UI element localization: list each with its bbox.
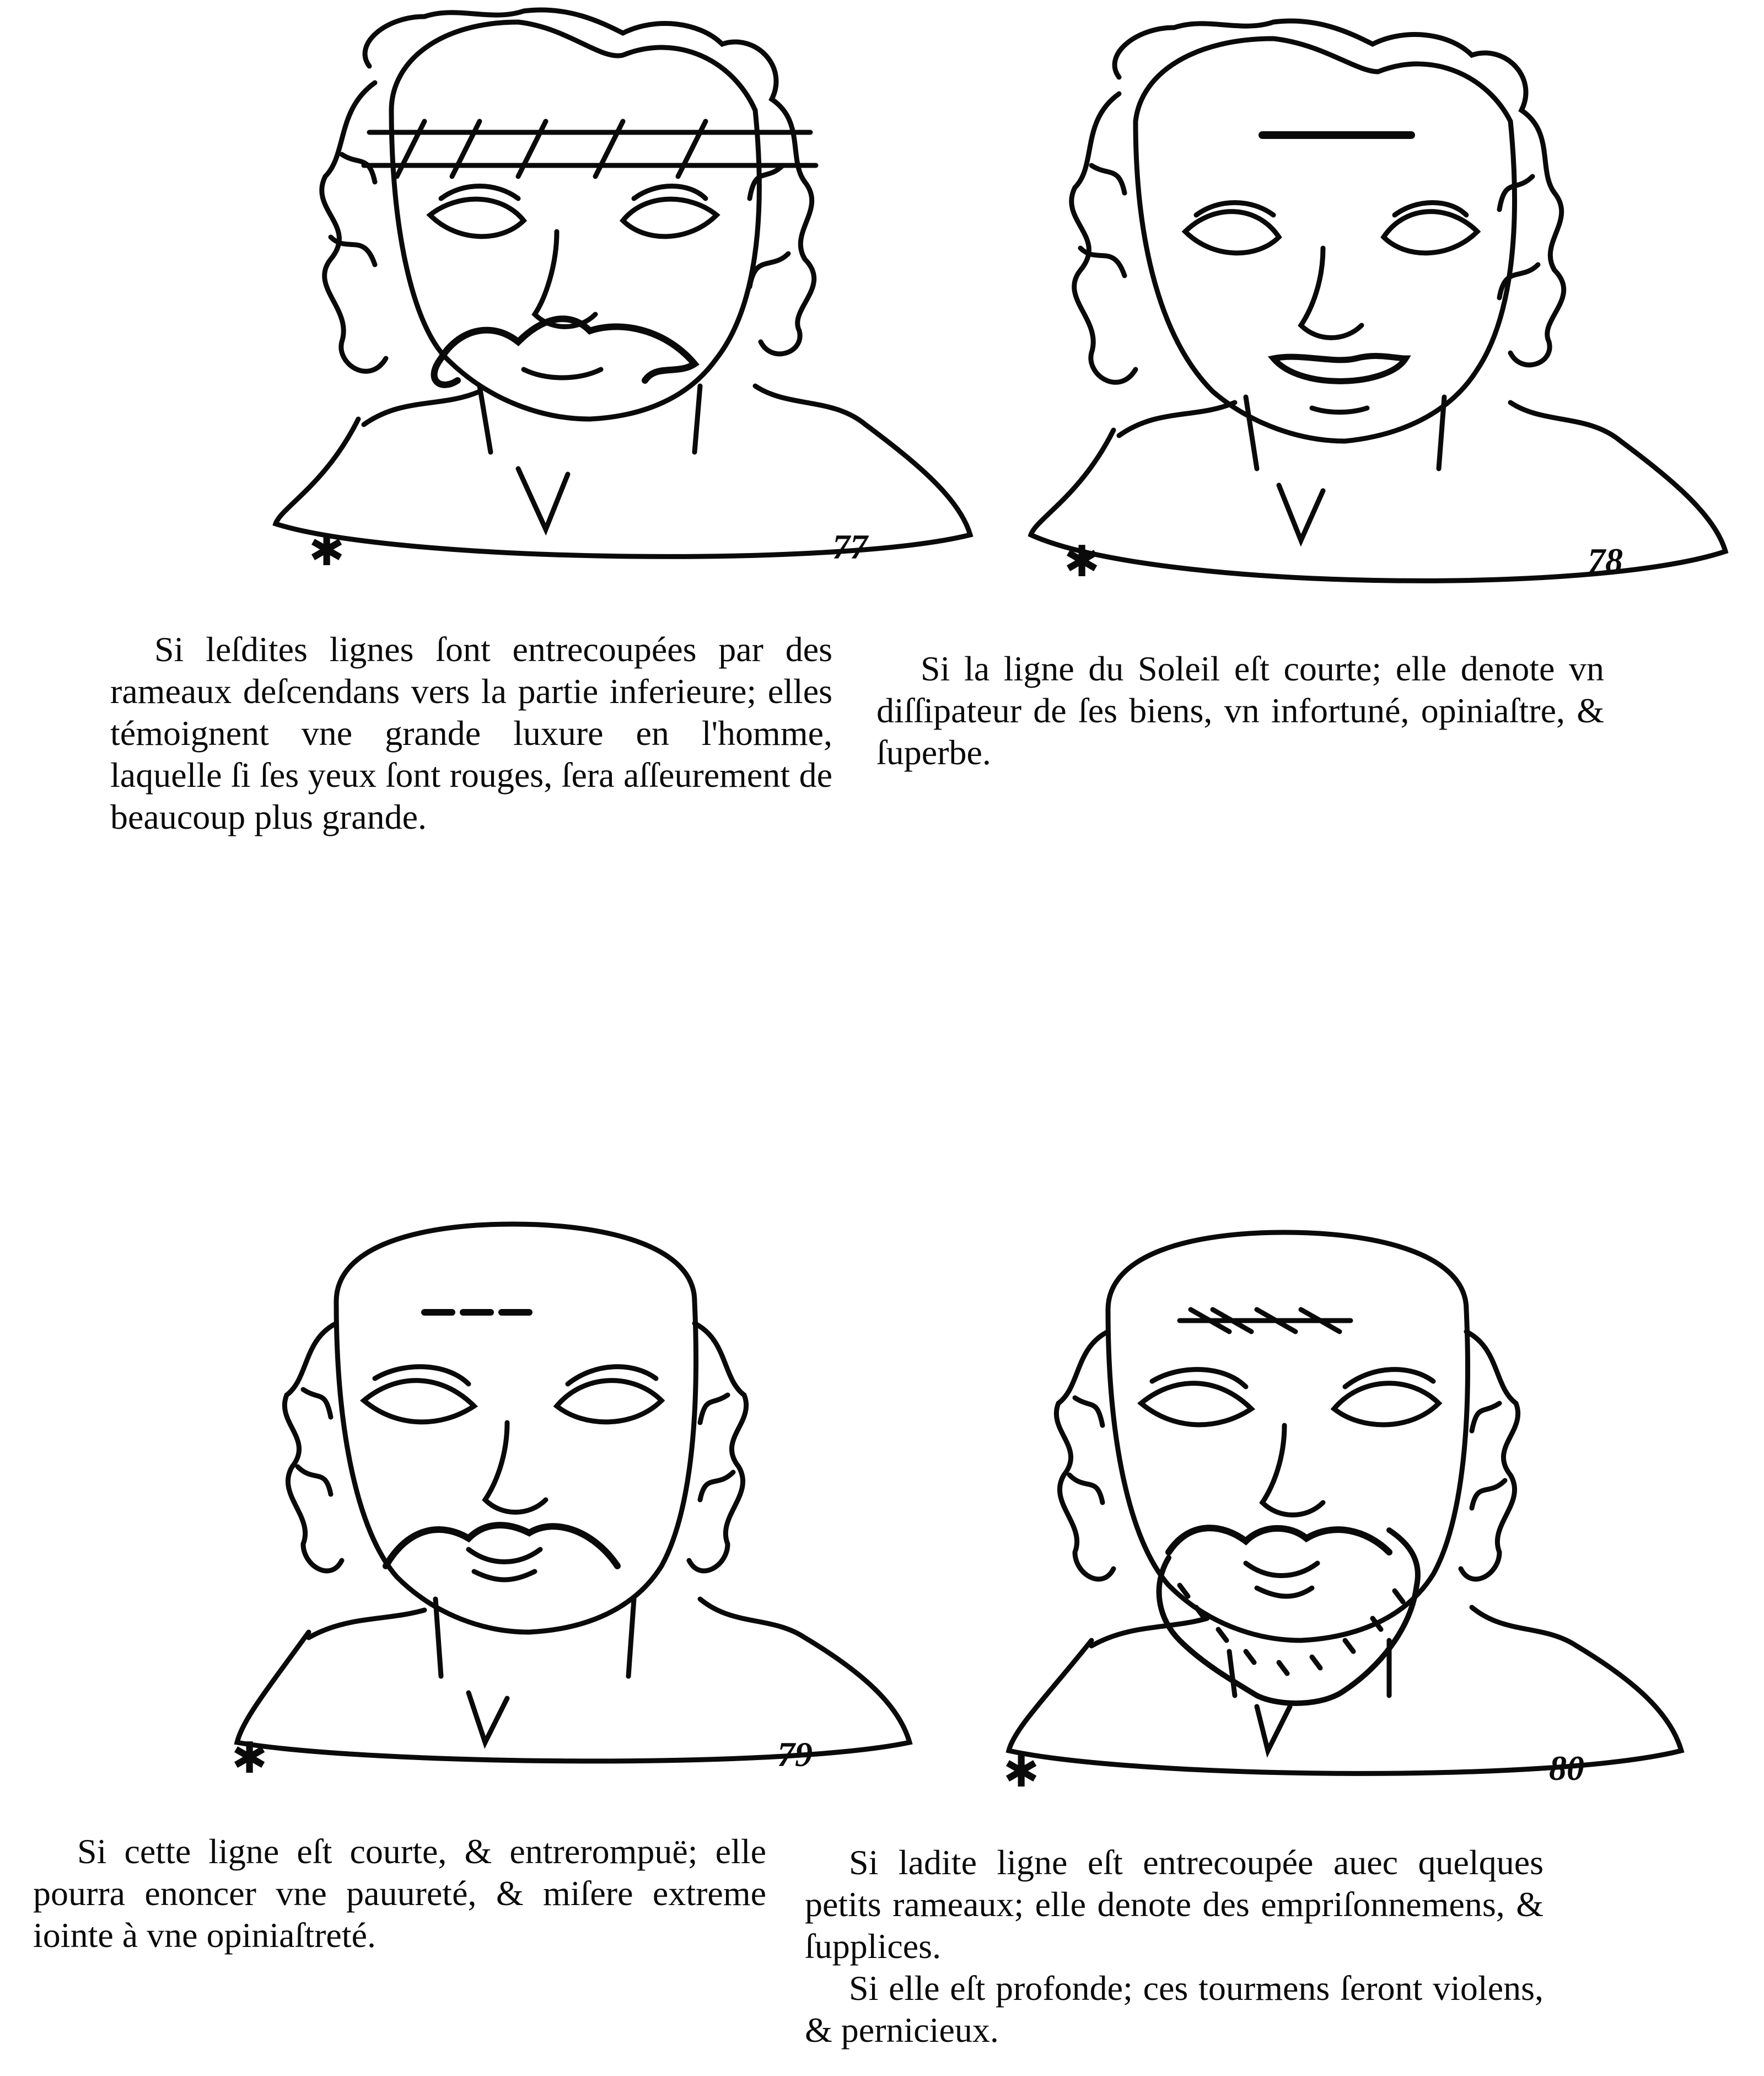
woodcut-face-77 [259,0,1009,596]
asterisk-marker: ✱ [232,1734,268,1783]
figure-80 [970,1221,1720,1817]
caption-paragraph: Si la ligne du Soleil eſt courte; elle denote vn diſſipateur de ſes biens, vn infortuné, opiniaſtre, & ſuperbe. [876,649,1604,772]
caption-paragraph: Si leſdites lignes ſont entrecoupées par des rameaux deſcendans vers la partie inferieure; elles témoignent vne grande luxure en l'homme, laquelle ſi ſes yeux ſont rouges, ſera aſſeurement de beaucoup plus grande. [110,630,832,836]
figure-number: 78 [1588,541,1623,580]
figure-77 [259,0,1009,596]
figure-number: 79 [777,1735,813,1774]
figure-79 [198,1213,948,1809]
caption-78 [876,648,1604,774]
figure-78 [1014,11,1764,607]
caption-80 [805,1842,1544,2051]
caption-77 [110,629,832,838]
woodcut-face-79 [198,1213,948,1809]
caption-paragraph: Si elle eſt profonde; ces tourmens ſeront violens, & pernicieux. [805,1968,1544,2050]
figure-number: 80 [1549,1748,1584,1788]
asterisk-marker: ✱ [1003,1747,1040,1797]
asterisk-marker: ✱ [309,526,345,576]
asterisk-marker: ✱ [1064,537,1100,587]
caption-paragraph: Si ladite ligne eſt entrecoupée auec quelques petits rameaux; elle denote des empriſonnemens, & ſupplices. [805,1843,1544,1966]
caption-paragraph: Si cette ligne eſt courte, & entrerompuë; elle pourra enoncer vne pauureté, & miſere extreme iointe à vne opiniaſtreté. [33,1832,766,1955]
caption-79 [33,1831,766,1956]
woodcut-face-80 [970,1221,1720,1817]
woodcut-face-78 [1014,11,1764,607]
figure-number: 77 [832,527,868,566]
